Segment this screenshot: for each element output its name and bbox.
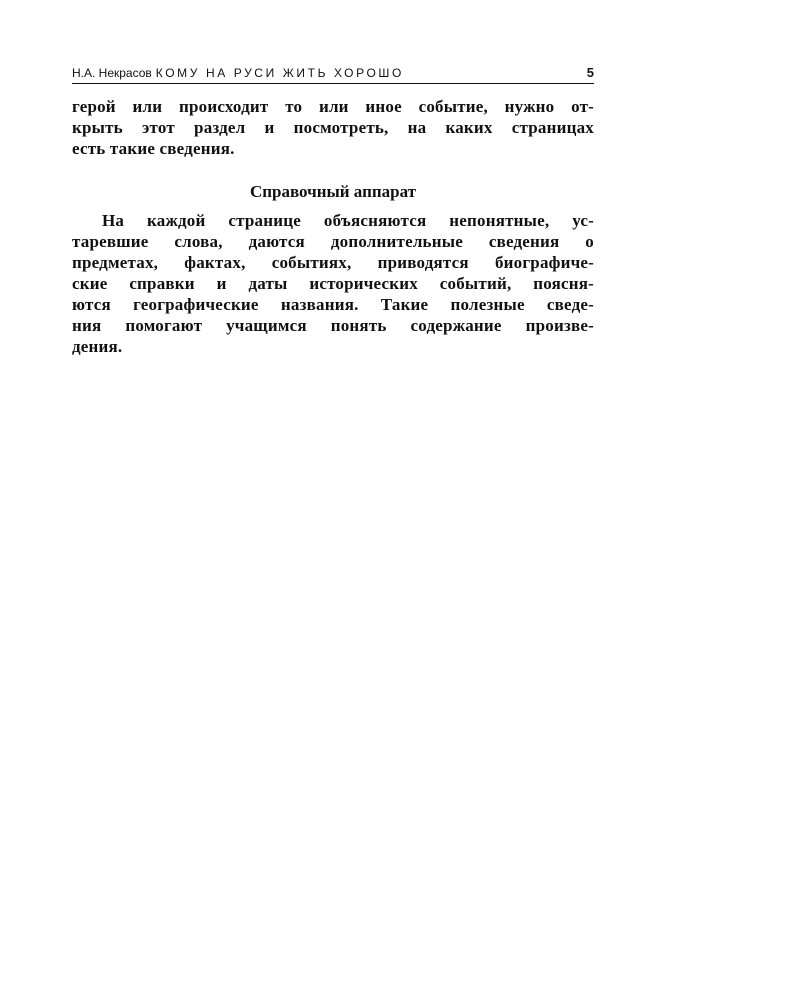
running-head-left: [72, 66, 404, 80]
section-paragraph: [72, 210, 594, 357]
text-line: ские справки и даты исторических событий, поясня-: [72, 274, 594, 293]
text-line: таревшие слова, даются дополнительные сведения о: [72, 232, 594, 251]
section-heading: Справочный аппарат: [249, 182, 417, 201]
book-title: КОМУ НА РУСИ ЖИТЬ ХОРОШО: [155, 66, 404, 80]
text-line: дения.: [72, 337, 123, 356]
text-line: ния помогают учащимся понять содержание произве-: [72, 316, 594, 335]
text-line: предметах, фактах, событиях, приводятся биографиче-: [72, 253, 594, 272]
text-line: герой или происходит то или иное событие, нужно от-: [72, 97, 594, 116]
book-page: [72, 66, 594, 357]
continuation-paragraph: [72, 96, 594, 159]
text-line: есть такие сведения.: [72, 139, 235, 158]
text-line: На каждой странице объясняются непонятные, ус-: [102, 211, 594, 230]
page-number: 5: [586, 65, 594, 80]
text-line: крыть этот раздел и посмотреть, на каких страницах: [72, 118, 594, 137]
author-name: Н.А. Некрасов: [72, 66, 152, 80]
running-head: [72, 66, 594, 84]
text-line: ются географические названия. Такие полезные сведе-: [72, 295, 594, 314]
